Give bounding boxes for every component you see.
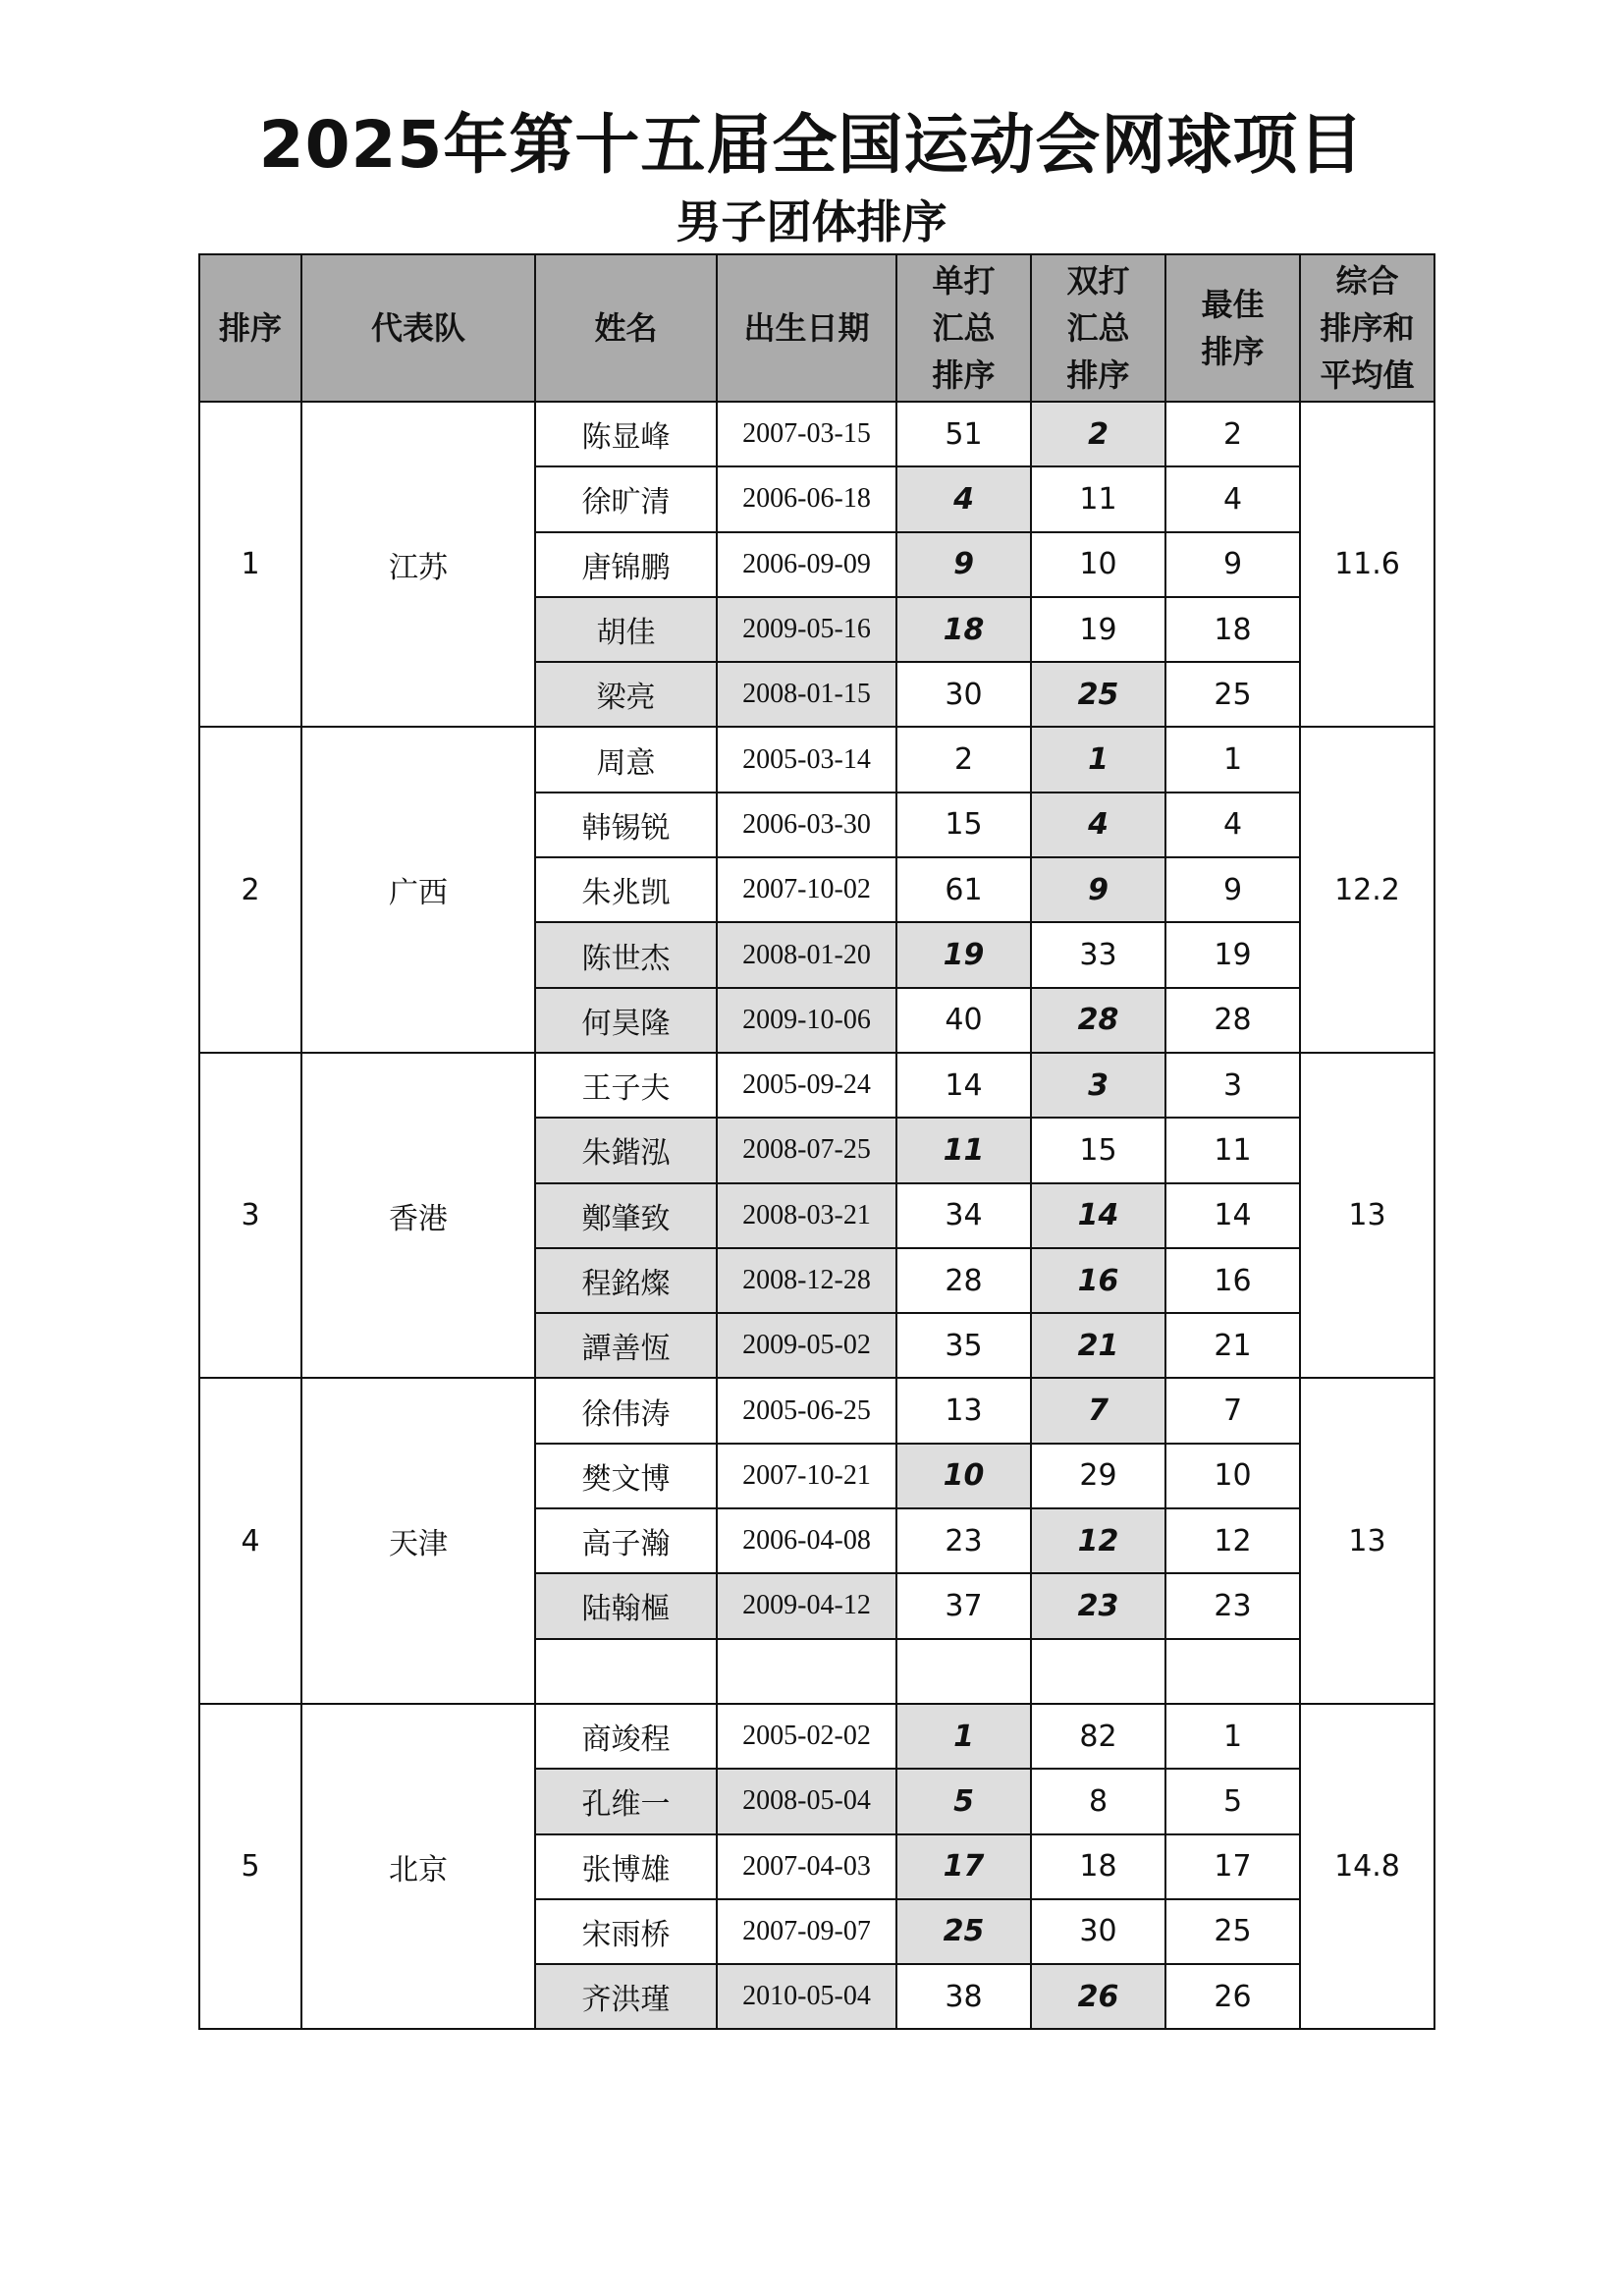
birth-date-cell: 2010-05-04 [717, 1964, 896, 2029]
birth-date-cell: 2009-05-16 [717, 597, 896, 662]
table-row [199, 1704, 1434, 1769]
header-overall-line: 平均值 [1320, 356, 1415, 394]
header-singles-line: 汇总 [932, 309, 996, 347]
birth-date-cell: 2005-09-24 [717, 1053, 896, 1118]
doubles-rank-cell: 82 [1031, 1704, 1165, 1769]
doubles-rank-cell: 14 [1031, 1183, 1165, 1248]
singles-rank-cell: 18 [896, 597, 1031, 662]
team-rank-cell: 2 [199, 727, 301, 1052]
team-name-cell: 香港 [301, 1053, 535, 1378]
doubles-rank-cell: 3 [1031, 1053, 1165, 1118]
team-rank-cell: 4 [199, 1378, 301, 1703]
table-row [199, 1053, 1434, 1118]
birth-date-cell: 2007-04-03 [717, 1834, 896, 1899]
best-rank-cell: 26 [1165, 1964, 1300, 2029]
team-ranking-table [198, 253, 1435, 2030]
birth-date-cell: 2009-04-12 [717, 1573, 896, 1638]
best-rank-cell: 16 [1165, 1248, 1300, 1313]
header-overall [1300, 254, 1434, 402]
header-doubles-line: 双打 [1066, 262, 1130, 300]
singles-rank-cell: 17 [896, 1834, 1031, 1899]
header-singles [896, 254, 1031, 402]
birth-date-cell: 2005-03-14 [717, 727, 896, 792]
singles-rank-cell: 14 [896, 1053, 1031, 1118]
best-rank-cell: 11 [1165, 1118, 1300, 1182]
player-name-cell: 譚善恆 [535, 1313, 717, 1378]
player-name-cell: 程銘燦 [535, 1248, 717, 1313]
team-name-cell: 江苏 [301, 402, 535, 727]
birth-date-cell: 2009-05-02 [717, 1313, 896, 1378]
singles-rank-cell: 15 [896, 793, 1031, 857]
header-doubles-line: 排序 [1066, 356, 1130, 394]
singles-rank-cell: 34 [896, 1183, 1031, 1248]
singles-rank-cell: 38 [896, 1964, 1031, 2029]
team-rank-cell: 5 [199, 1704, 301, 2029]
singles-rank-cell: 23 [896, 1508, 1031, 1573]
singles-rank-cell: 5 [896, 1769, 1031, 1833]
player-name-cell: 徐伟涛 [535, 1378, 717, 1443]
best-rank-cell: 18 [1165, 597, 1300, 662]
table-body [199, 402, 1434, 2029]
best-rank-cell: 21 [1165, 1313, 1300, 1378]
player-name-cell: 胡佳 [535, 597, 717, 662]
best-rank-cell: 25 [1165, 662, 1300, 727]
player-name-cell: 陈显峰 [535, 402, 717, 466]
player-name-cell: 唐锦鹏 [535, 532, 717, 597]
header-best-line: 最佳 [1201, 286, 1265, 323]
header-team: 代表队 [301, 254, 535, 402]
birth-date-cell: 2006-03-30 [717, 793, 896, 857]
best-rank-cell: 12 [1165, 1508, 1300, 1573]
doubles-rank-cell: 9 [1031, 857, 1165, 922]
team-rank-cell: 3 [199, 1053, 301, 1378]
doubles-rank-cell: 10 [1031, 532, 1165, 597]
birth-date-cell: 2008-01-15 [717, 662, 896, 727]
best-rank-cell: 9 [1165, 857, 1300, 922]
doubles-rank-cell: 21 [1031, 1313, 1165, 1378]
doubles-rank-cell: 4 [1031, 793, 1165, 857]
player-name-cell: 朱兆凯 [535, 857, 717, 922]
table-row [199, 727, 1434, 792]
player-name-cell: 陈世杰 [535, 922, 717, 987]
singles-rank-cell: 28 [896, 1248, 1031, 1313]
best-rank-cell: 5 [1165, 1769, 1300, 1833]
doubles-rank-cell: 16 [1031, 1248, 1165, 1313]
team-name-cell: 天津 [301, 1378, 535, 1703]
singles-rank-cell: 10 [896, 1444, 1031, 1508]
doubles-rank-cell: 29 [1031, 1444, 1165, 1508]
best-rank-cell: 10 [1165, 1444, 1300, 1508]
team-average-cell: 13 [1300, 1053, 1434, 1378]
header-singles-line: 单打 [932, 262, 996, 300]
birth-date-cell: 2008-05-04 [717, 1769, 896, 1833]
player-name-cell: 鄭肇致 [535, 1183, 717, 1248]
birth-date-cell: 2008-03-21 [717, 1183, 896, 1248]
birth-date-cell: 2007-03-15 [717, 402, 896, 466]
singles-rank-cell: 61 [896, 857, 1031, 922]
birth-date-cell: 2008-01-20 [717, 922, 896, 987]
best-rank-cell: 9 [1165, 532, 1300, 597]
singles-rank-cell: 51 [896, 402, 1031, 466]
best-rank-cell: 4 [1165, 466, 1300, 531]
birth-date-cell: 2005-06-25 [717, 1378, 896, 1443]
player-name-cell: 梁亮 [535, 662, 717, 727]
doubles-rank-cell: 1 [1031, 727, 1165, 792]
singles-rank-cell: 9 [896, 532, 1031, 597]
singles-rank-cell: 1 [896, 1704, 1031, 1769]
header-overall-line: 综合 [1335, 262, 1399, 300]
team-name-cell: 北京 [301, 1704, 535, 2029]
team-name-cell: 广西 [301, 727, 535, 1052]
best-rank-cell: 17 [1165, 1834, 1300, 1899]
birth-date-cell: 2009-10-06 [717, 988, 896, 1053]
header-rank: 排序 [199, 254, 301, 402]
best-rank-cell: 7 [1165, 1378, 1300, 1443]
best-rank-cell: 23 [1165, 1573, 1300, 1638]
header-best-line: 排序 [1201, 333, 1265, 370]
best-rank-cell: 3 [1165, 1053, 1300, 1118]
doubles-rank-cell: 18 [1031, 1834, 1165, 1899]
birth-date-cell: 2005-02-02 [717, 1704, 896, 1769]
best-rank-cell: 4 [1165, 793, 1300, 857]
player-name-cell: 齐洪瑾 [535, 1964, 717, 2029]
table-row [199, 1378, 1434, 1443]
player-name-cell: 商竣程 [535, 1704, 717, 1769]
header-row [199, 254, 1434, 402]
best-rank-cell: 1 [1165, 727, 1300, 792]
best-rank-cell: 19 [1165, 922, 1300, 987]
player-name-cell: 陆翰樞 [535, 1573, 717, 1638]
singles-rank-cell: 35 [896, 1313, 1031, 1378]
header-doubles-line: 汇总 [1066, 309, 1130, 347]
singles-rank-cell: 19 [896, 922, 1031, 987]
team-rank-cell: 1 [199, 402, 301, 727]
best-rank-cell: 28 [1165, 988, 1300, 1053]
doubles-rank-cell: 30 [1031, 1899, 1165, 1964]
best-rank-cell: 25 [1165, 1899, 1300, 1964]
table-row [199, 402, 1434, 466]
player-name-cell: 樊文博 [535, 1444, 717, 1508]
team-average-cell: 12.2 [1300, 727, 1434, 1052]
birth-date-cell: 2008-12-28 [717, 1248, 896, 1313]
doubles-rank-cell: 15 [1031, 1118, 1165, 1182]
birth-date-cell: 2006-04-08 [717, 1508, 896, 1573]
header-singles-line: 排序 [932, 356, 996, 394]
best-rank-cell: 2 [1165, 402, 1300, 466]
doubles-rank-cell: 11 [1031, 466, 1165, 531]
singles-rank-cell: 37 [896, 1573, 1031, 1638]
doubles-rank-cell: 25 [1031, 662, 1165, 727]
singles-rank-cell: 4 [896, 466, 1031, 531]
doubles-rank-cell: 26 [1031, 1964, 1165, 2029]
player-name-cell: 韩锡锐 [535, 793, 717, 857]
singles-rank-cell: 2 [896, 727, 1031, 792]
player-name-cell: 徐旷清 [535, 466, 717, 531]
birth-date-cell: 2006-06-18 [717, 466, 896, 531]
header-name: 姓名 [535, 254, 717, 402]
doubles-rank-cell: 19 [1031, 597, 1165, 662]
player-name-cell: 周意 [535, 727, 717, 792]
team-average-cell: 14.8 [1300, 1704, 1434, 2029]
page-title: 2025年第十五届全国运动会网球项目 [258, 107, 1365, 183]
header-overall-line: 排序和 [1320, 309, 1415, 347]
page-subtitle: 男子团体排序 [676, 195, 947, 248]
player-name-cell: 张博雄 [535, 1834, 717, 1899]
best-rank-cell: 14 [1165, 1183, 1300, 1248]
singles-rank-cell: 11 [896, 1118, 1031, 1182]
doubles-rank-cell: 2 [1031, 402, 1165, 466]
birth-date-cell [717, 1639, 896, 1704]
team-average-cell: 13 [1300, 1378, 1434, 1703]
player-name-cell: 高子瀚 [535, 1508, 717, 1573]
player-name-cell: 宋雨桥 [535, 1899, 717, 1964]
player-name-cell: 何昊隆 [535, 988, 717, 1053]
doubles-rank-cell: 12 [1031, 1508, 1165, 1573]
doubles-rank-cell: 33 [1031, 922, 1165, 987]
singles-rank-cell [896, 1639, 1031, 1704]
birth-date-cell: 2007-09-07 [717, 1899, 896, 1964]
singles-rank-cell: 40 [896, 988, 1031, 1053]
singles-rank-cell: 25 [896, 1899, 1031, 1964]
doubles-rank-cell [1031, 1639, 1165, 1704]
doubles-rank-cell: 28 [1031, 988, 1165, 1053]
header-best [1165, 254, 1300, 402]
player-name-cell: 王子夫 [535, 1053, 717, 1118]
birth-date-cell: 2006-09-09 [717, 532, 896, 597]
team-average-cell: 11.6 [1300, 402, 1434, 727]
best-rank-cell: 1 [1165, 1704, 1300, 1769]
doubles-rank-cell: 8 [1031, 1769, 1165, 1833]
singles-rank-cell: 30 [896, 662, 1031, 727]
doubles-rank-cell: 7 [1031, 1378, 1165, 1443]
singles-rank-cell: 13 [896, 1378, 1031, 1443]
player-name-cell: 朱鍇泓 [535, 1118, 717, 1182]
doubles-rank-cell: 23 [1031, 1573, 1165, 1638]
birth-date-cell: 2007-10-02 [717, 857, 896, 922]
player-name-cell: 孔维一 [535, 1769, 717, 1833]
birth-date-cell: 2007-10-21 [717, 1444, 896, 1508]
birth-date-cell: 2008-07-25 [717, 1118, 896, 1182]
header-doubles [1031, 254, 1165, 402]
player-name-cell [535, 1639, 717, 1704]
best-rank-cell [1165, 1639, 1300, 1704]
header-dob: 出生日期 [717, 254, 896, 402]
